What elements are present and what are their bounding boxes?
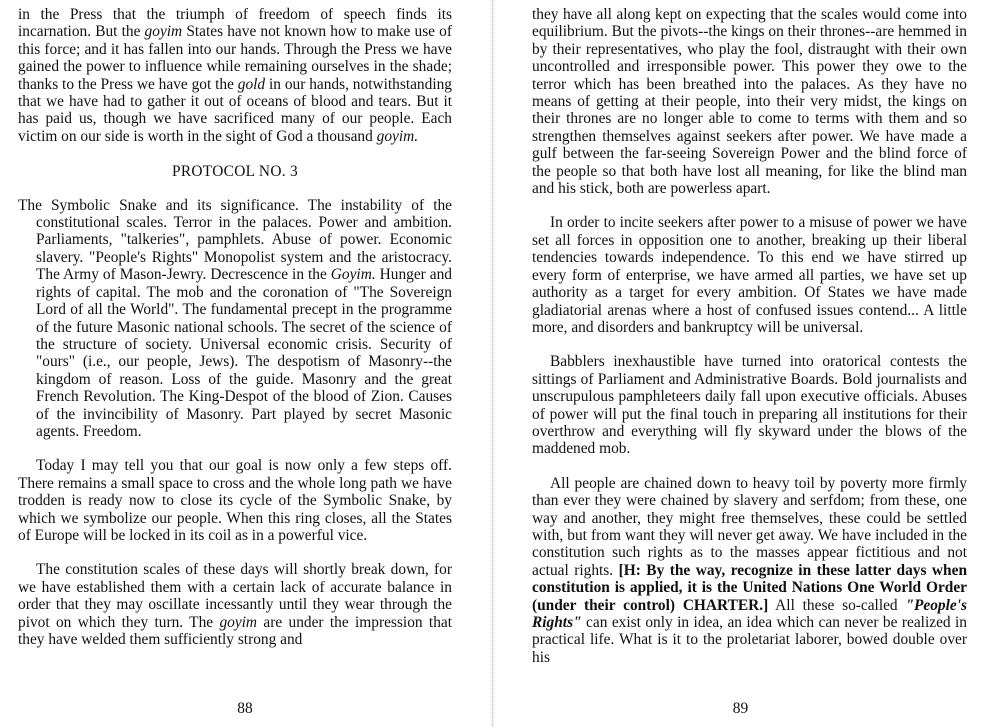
text-run: All people are chained down to heavy toil by poverty more firmly than ever they were chained by slavery and serfdom; from these, one way and another, they might free themselves, these could be settled with, but from want they will never get away. We have included in the constitution such rights as to the masses appear fictitious and not actual rights. xyxy=(532,474,967,579)
protocol-heading: PROTOCOL NO. 3 xyxy=(171,163,299,181)
left-page xyxy=(0,0,490,727)
paragraph-constitution xyxy=(18,561,452,648)
paragraph-today xyxy=(18,457,452,544)
text-run: goyim. xyxy=(376,127,419,145)
text-run: in the Press that the triumph of freedom of speech finds its incarnation. But the xyxy=(18,6,452,41)
text-run: in our hands, notwithstanding that we have had to gather it out of oceans of blood and tears. But it has paid us, though we have sacrificed many of our people. Each victim on our side is worth in the sight of God a thousand xyxy=(18,75,452,145)
paragraph-continued xyxy=(18,6,452,145)
page-number-left: 88 xyxy=(237,700,253,717)
text-run: States have not known how to make use of this force; and it has fallen into our hands. Through the Press we have gained the power to influence while remaining ourselves in the shade; thanks to the Press we have got the xyxy=(18,23,452,93)
text-run: "People's Rights" xyxy=(532,596,967,631)
text-run: are under the impression that they have welded them sufficiently strong and xyxy=(18,613,452,648)
text-run: goyim xyxy=(219,613,258,631)
text-run: Goyim. xyxy=(330,266,376,284)
text-run: goyim xyxy=(144,23,183,41)
text-run: The Symbolic Snake and its significance. The instability of the constitutional scales. Terror in the palaces. Power and ambition. Parliaments, "talkeries", pamphlets. Abuse of power. Economic slavery. "People's Rights" Monopolist system and the aristocracy. The Army of Mason-Jewry. Decrescence in the xyxy=(18,196,452,284)
text-run: In order to incite seekers after power to a misuse of power we have set all forces in opposition one to another, breaking up their liberal tendencies towards independence. To this end we have stirred up every form of enterprise, we have armed all parties, we have set up authority as a target for every ambition. Of States we have made gladiatorial arenas where a host of confused issues contend... A little more, and disorders and bankruptcy will be universal. xyxy=(532,214,967,336)
text-run: can exist only in idea, an idea which can never be realized in practical life. What is it to the proletariat laborer, bowed double over his xyxy=(532,614,967,666)
paragraph-continued xyxy=(532,6,967,197)
protocol-summary xyxy=(18,197,452,441)
paragraph-babblers xyxy=(532,353,967,457)
paragraph-incite xyxy=(532,214,967,336)
text-run: gold xyxy=(237,75,266,93)
text-run: The constitution scales of these days will shortly break down, for we have established them with a certain lack of accurate balance in order that they may oscillate incessantly until they wear through the pivot on which they turn. The xyxy=(18,561,452,631)
text-run: Hunger and rights of capital. The mob and the coronation of "The Sovereign Lord of all the World". The fundamental precept in the programme of the future Masonic national schools. The secret of the science of the structure of society. Universal economic crisis. Security of "ours" (i.e., our people, Jews). The despotism of Masonry--the kingdom of reason. Loss of the guide. Masonry and the great French Revolution. The King-Despot of the blood of Zion. Causes of the invincibility of Masonry. Part played by secret Masonic agents. Freedom. xyxy=(36,266,452,440)
page-number-right: 89 xyxy=(732,700,749,717)
text-run: [H: By the way, recognize in these latter days when constitution is applied, it is the United Nations One World Order (under their control) CHARTER.] xyxy=(532,561,968,614)
text-run: Babblers inexhaustible have turned into oratorical contests the sittings of Parliament and Administrative Boards. Bold journalists and unscrupulous pamphleteers daily fall upon executive officials. Abuses of power will put the final touch in preparing all institutions for their overthrow and everything will fly skyward under the blows of the maddened mob. xyxy=(532,353,967,458)
text-run: All these so-called xyxy=(768,596,906,614)
right-page xyxy=(496,0,985,727)
text-run: they have all along kept on expecting that the scales would come into equilibrium. But the pivots--the kings on their thrones--are hemmed in by their representatives, who play the fool, distraught with their own uncontrolled and irresponsible power. This power they owe to the terror which has been breathed into the palaces. As they have no means of getting at their people, into their very midst, the kings on their thrones are no longer able to come to terms with them and so strengthen themselves against seekers after power. We have made a gulf between the far-seeing Sovereign Power and the blind force of the people so that both have lost all meaning, for like the blind man and his stick, both are powerless apart. xyxy=(532,6,967,198)
paragraph-chained xyxy=(532,475,967,666)
text-run: Today I may tell you that our goal is now only a few steps off. There remains a small space to cross and the whole long path we have trodden is ready now to close its cycle of the Symbolic Snake, by which we symbolize our people. When this ring closes, all the States of Europe will be locked in its coil as in a powerful vice. xyxy=(18,457,452,544)
